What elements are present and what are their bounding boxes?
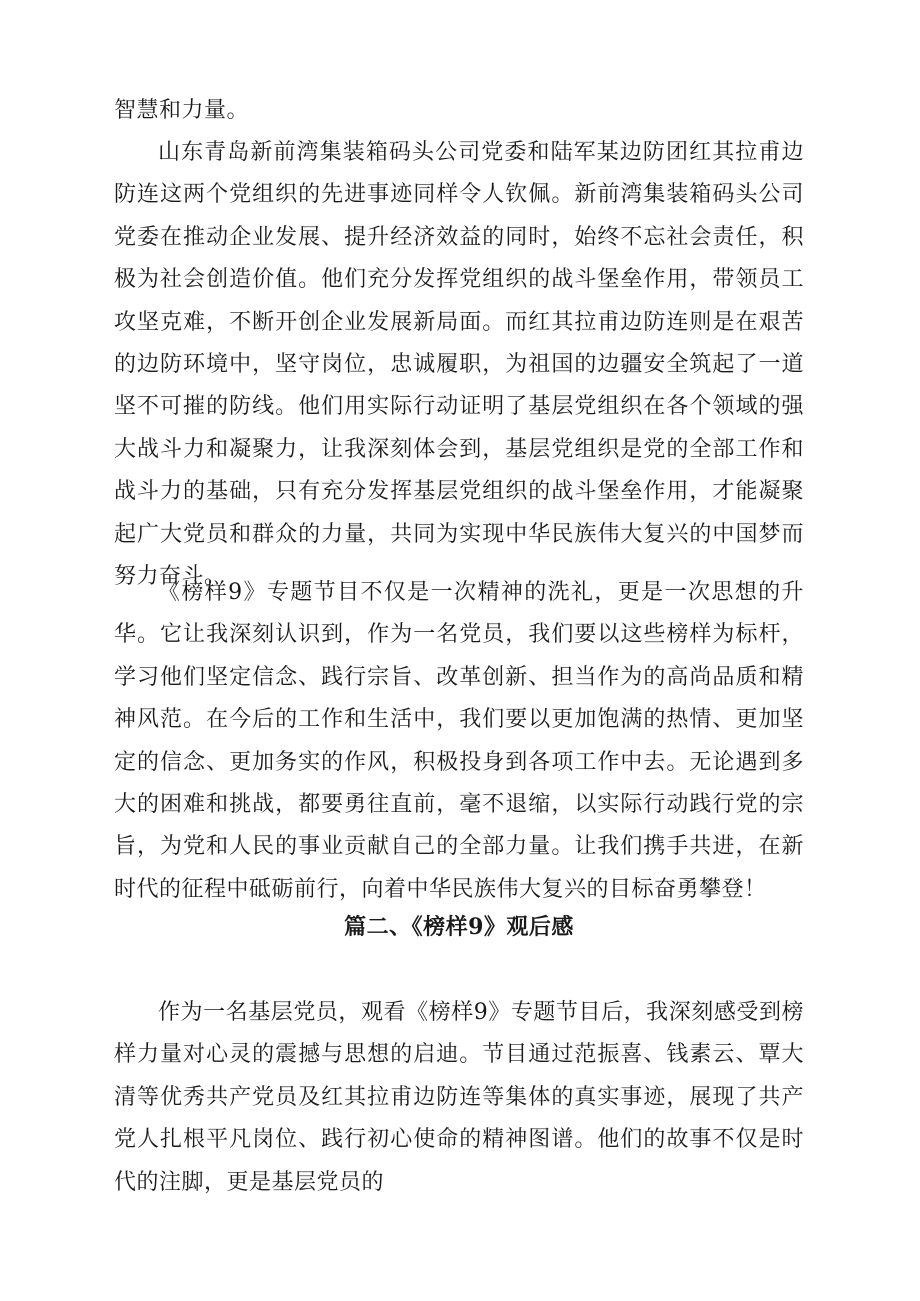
section-heading: 篇二、《榜样9》观后感 xyxy=(344,914,574,940)
paragraph-section-two-intro: 作为一名基层党员，观看《榜样9》专题节目后，我深刻感受到榜样力量对心灵的震撼与思想的启迪。节目通过范振喜、钱素云、覃大清等优秀共产党员及红其拉甫边防连等集体的真实事迹，展现了共产党人扎根平凡岗位、践行初心使命的精神图谱。他们的故事不仅是时代的注脚，更是基层党员的 xyxy=(114,1000,804,1195)
paragraph-party-organizations: 山东青岛新前湾集装箱码头公司党委和陆军某边防团红其拉甫边防连这两个党组织的先进事迹同样令人钦佩。新前湾集装箱码头公司党委在推动企业发展、提升经济效益的同时，始终不忘社会责任，积极为社会创造价值。他们充分发挥党组织的战斗堡垒作用，带领员工攻坚克难，不断开创企业发展新局面。而红其拉甫边防连则是在艰苦的边防环境中，坚守岗位，忠诚履职，为祖国的边疆安全筑起了一道坚不可摧的防线。他们用实际行动证明了基层党组织在各个领域的强大战斗力和凝聚力，让我深刻体会到，基层党组织是党的全部工作和战斗力的基础，只有充分发挥基层党组织的战斗堡垒作用，才能凝聚起广大党员和群众的力量，共同为实现中华民族伟大复兴的中国梦而努力奋斗。 xyxy=(114,140,804,590)
paragraph-continuation: 智慧和力量。 xyxy=(114,98,250,123)
paragraph-reflection: 《榜样9》专题节目不仅是一次精神的洗礼，更是一次思想的升华。它让我深刻认识到，作为一名党员，我们要以这些榜样为标杆，学习他们坚定信念、践行宗旨、改革创新、担当作为的高尚品质和精神风范。在今后的工作和生活中，我们要以更加饱满的热情、更加坚定的信念、更加务实的作风，积极投身到各项工作中去。无论遇到多大的困难和挑战，都要勇往直前，毫不退缩，以实际行动践行党的宗旨，为党和人民的事业贡献自己的全部力量。让我们携手共进，在新时代的征程中砥砺前行，向着中华民族伟大复兴的目标奋勇攀登！ xyxy=(114,580,804,902)
